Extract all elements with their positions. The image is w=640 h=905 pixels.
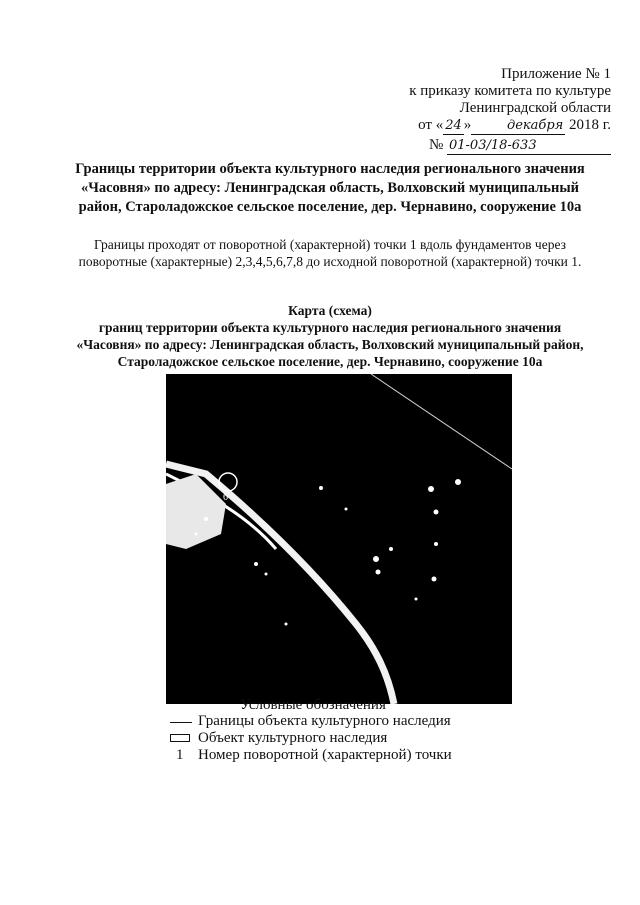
title-line: Границы территории объекта культурного наследия регионального значения bbox=[75, 161, 585, 177]
date-day-handwritten: 24 bbox=[445, 118, 462, 133]
legend-label: Объект культурного наследия bbox=[198, 730, 388, 746]
line-symbol-icon bbox=[166, 715, 198, 729]
date-mid: » bbox=[463, 117, 472, 133]
number-handwritten: 01-03/18-633 bbox=[447, 137, 611, 155]
rect-symbol-icon bbox=[166, 732, 198, 746]
legend-title: Условные обозначения bbox=[240, 697, 386, 713]
description-line: поворотные (характерные) 2,3,4,5,6,7,8 до исходной поворотной (характерной) точки 1. bbox=[78, 254, 582, 269]
map-title-line: Староладожское сельское поселение, дер. Чернавино, сооружение 10а bbox=[117, 354, 543, 369]
legend-label: Номер поворотной (характерной) точки bbox=[198, 747, 452, 763]
map-title-line: Карта (схема) bbox=[288, 303, 372, 318]
document-title bbox=[60, 160, 600, 217]
date-year: 2018 г. bbox=[569, 117, 611, 133]
number-prefix: № bbox=[428, 137, 444, 153]
order-reference: к приказу комитета по культуре bbox=[409, 83, 611, 99]
order-date bbox=[418, 117, 611, 135]
legend-item-point-number bbox=[166, 747, 452, 764]
title-line: район, Староладожское сельское поселение, дер. Чернавино, сооружение 10а bbox=[78, 199, 582, 215]
date-month-handwritten: декабря bbox=[471, 117, 565, 135]
region-name: Ленинградской области bbox=[459, 100, 611, 116]
boundary-description bbox=[60, 236, 600, 270]
title-line: «Часовня» по адресу: Ленинградская область, Волховский муниципальный bbox=[80, 180, 580, 196]
legend-item-boundary bbox=[166, 713, 451, 730]
legend-label: Границы объекта культурного наследия bbox=[198, 713, 451, 729]
map-title-line: границ территории объекта культурного наследия регионального значения bbox=[98, 320, 562, 335]
description-line: Границы проходят от поворотной (характерной) точки 1 вдоль фундаментов через bbox=[94, 237, 566, 252]
point-label: 6 bbox=[223, 492, 228, 503]
order-number bbox=[429, 137, 611, 155]
date-prefix: от « bbox=[418, 117, 444, 133]
boundary-map bbox=[166, 374, 512, 704]
map-title-line: «Часовня» по адресу: Ленинградская область, Волховский муниципальный район, bbox=[76, 337, 584, 352]
point-number-sample: 1 bbox=[176, 746, 184, 763]
map-image bbox=[166, 374, 512, 704]
appendix-number: Приложение № 1 bbox=[501, 66, 611, 82]
legend-item-object bbox=[166, 730, 387, 747]
map-title bbox=[60, 302, 600, 370]
road-line bbox=[371, 374, 512, 469]
number-symbol bbox=[166, 746, 198, 763]
